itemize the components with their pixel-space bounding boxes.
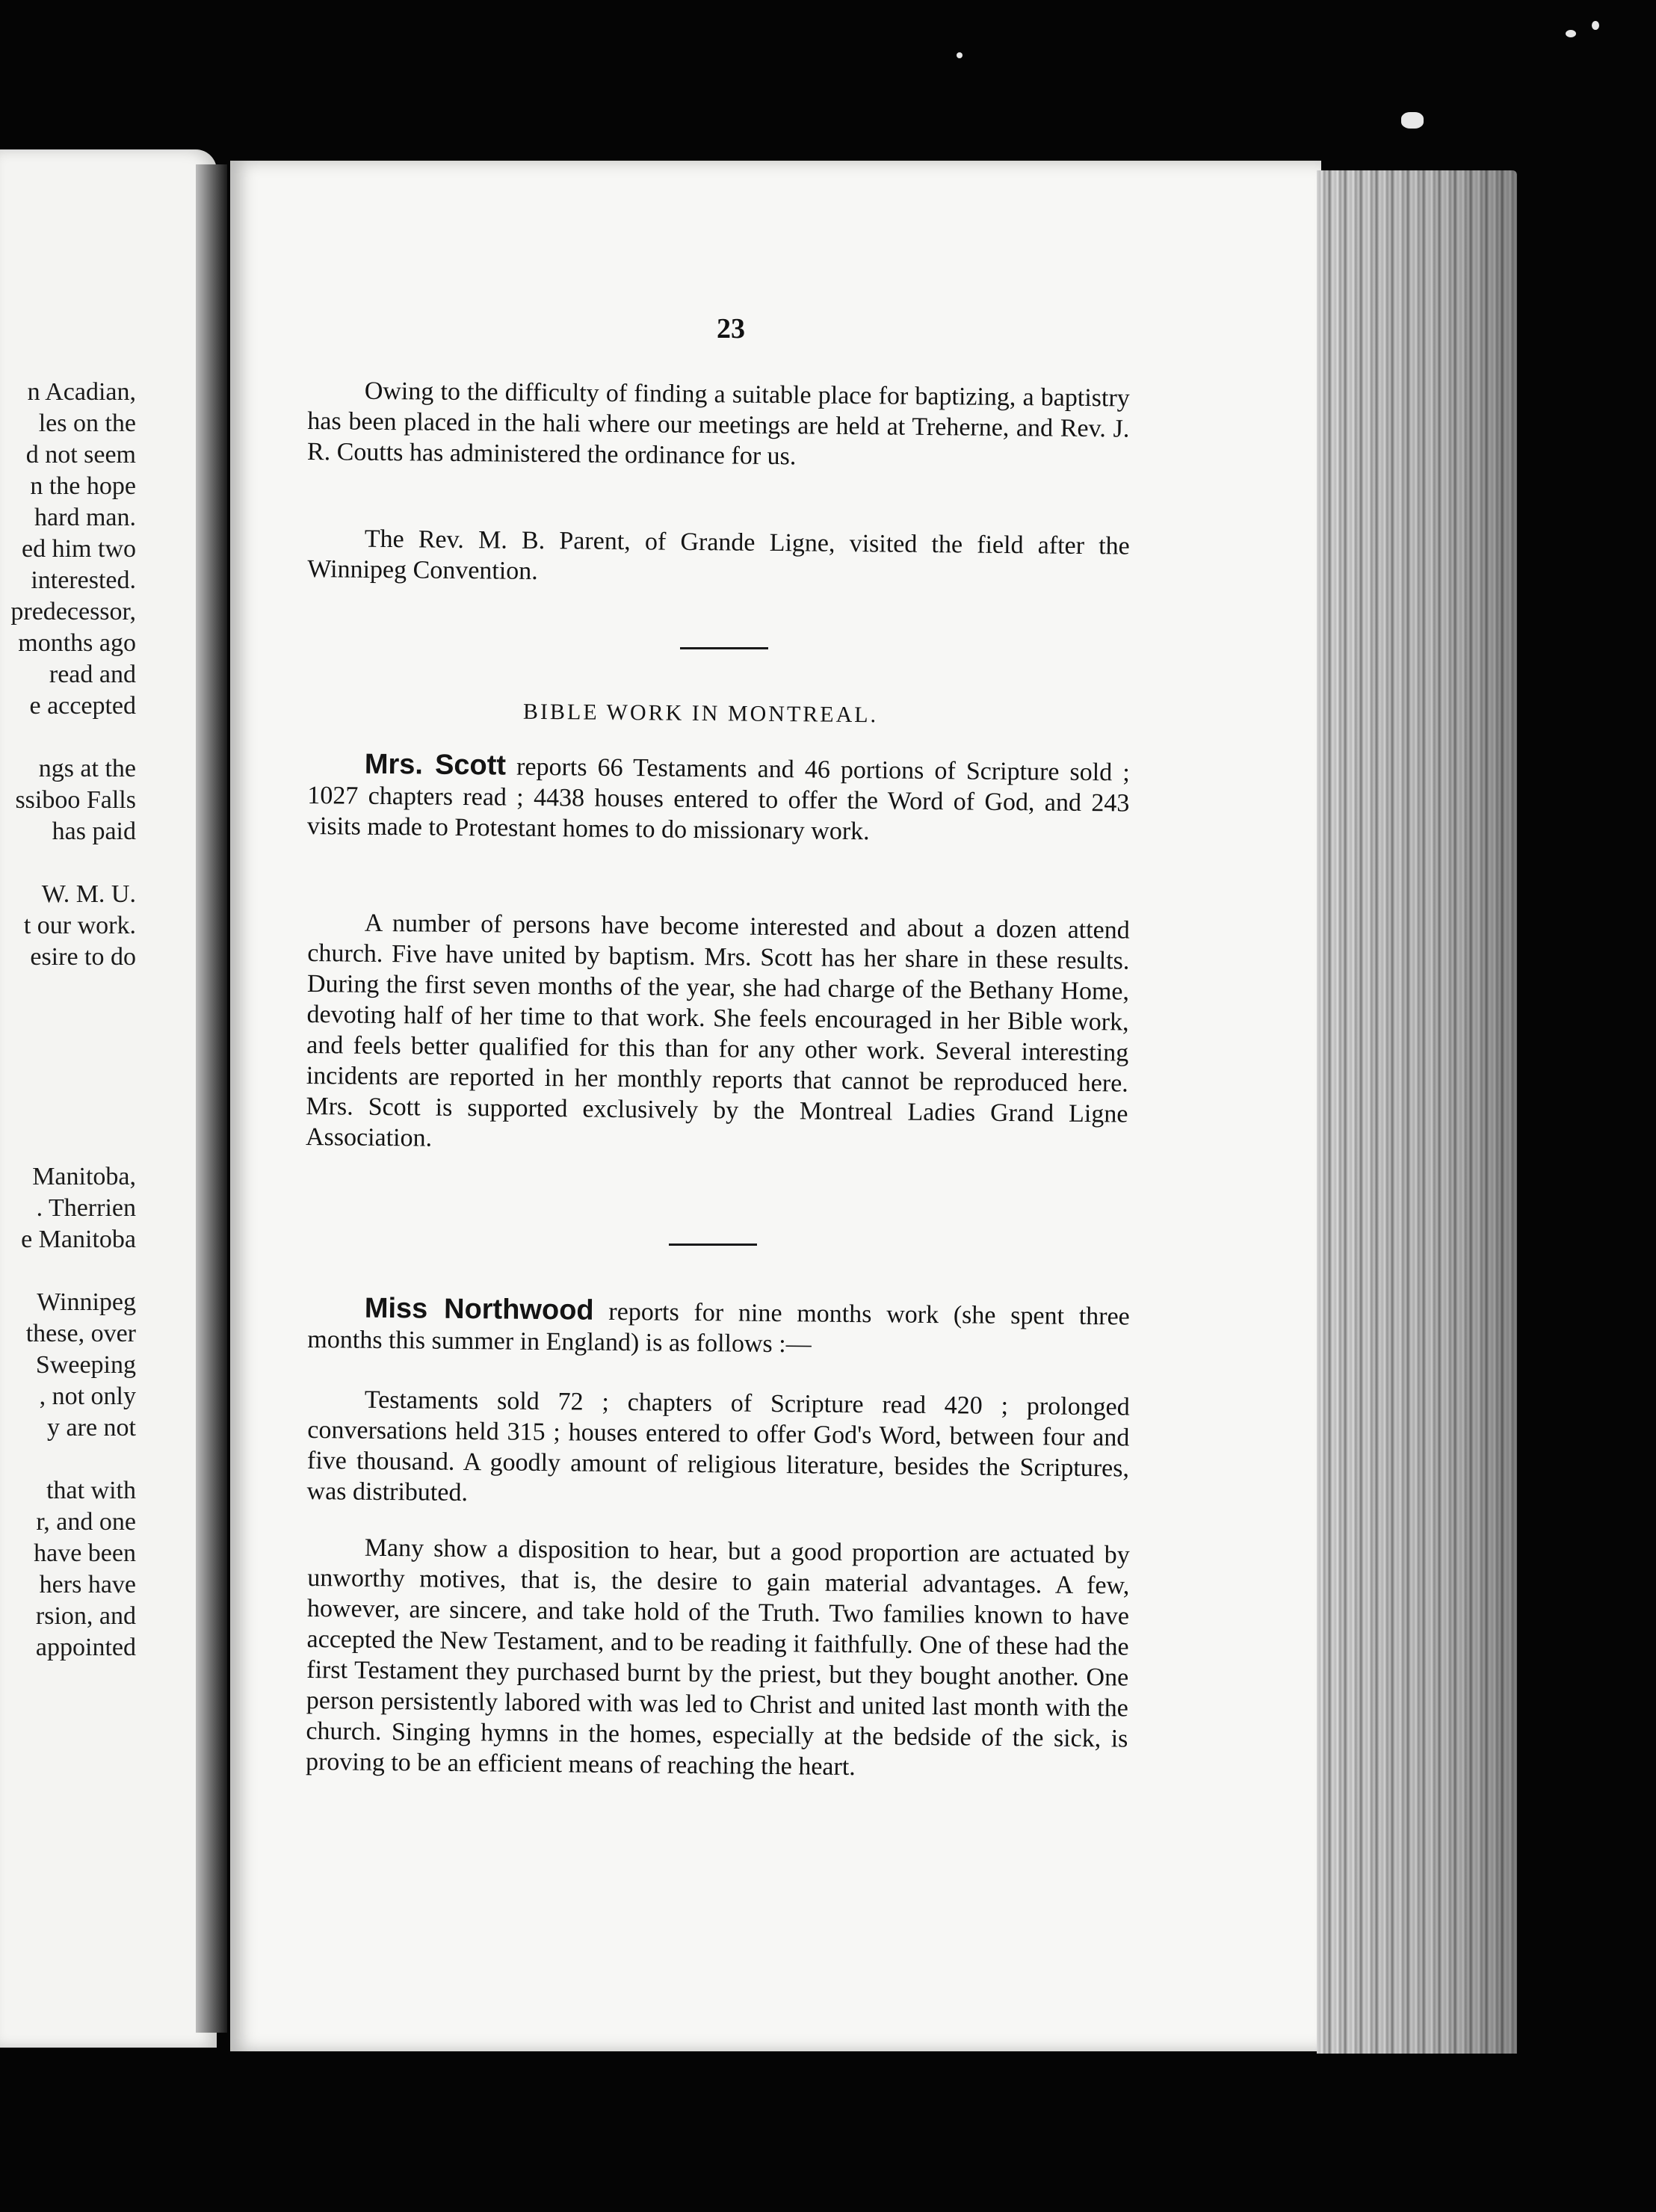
dust-speck: [1566, 30, 1576, 37]
section-divider: [669, 1244, 757, 1246]
left-page-line: Winnipeg: [37, 1288, 136, 1316]
left-page-line: Manitoba,: [32, 1163, 136, 1190]
paragraph-text: reports 66 Testaments and 46 portions of Scripture sold ; 1027 chapters read ; 4438 houses entered to offer the Word of God, and 243 visits made to Protestant homes to do missionary work.: [306, 753, 1130, 846]
left-page-line: les on the: [38, 410, 136, 437]
paragraph-text: Many show a disposition to hear, but a good proportion are actuated by unworthy motives, that is, the desire to gain material advantages. A few, however, are sincere, and take hold of the Truth. Two families known to have accepted the New Testament, and to be reading it faithfully. One of these had the first Testament they purchased burnt by the priest, but they bought another. One person persistently labored with was led to Christ and united last month with the church. Singing hymns in the homes, especially at the bedside of the sick, is proving to be an efficient means of reaching the heart.: [305, 1533, 1130, 1782]
left-page-line: read and: [49, 661, 136, 688]
left-page-line: ngs at the: [38, 755, 136, 782]
left-page-line: r, and one: [36, 1508, 136, 1536]
left-page-line: have been: [34, 1539, 136, 1567]
left-page-line: has paid: [52, 818, 136, 845]
missionary-name: Miss Northwood: [364, 1292, 594, 1326]
paragraph-text: reports for nine months work (she spent three months this summer in England) is as follows :—: [307, 1297, 1130, 1359]
paragraph-text: Owing to the difficulty of finding a suitable place for baptizing, a baptistry has been placed in the hali where our meetings are held at Treherne, and Rev. J. R. Coutts has administered the ordinance for us.: [306, 377, 1130, 471]
left-page-line: these, over: [25, 1320, 136, 1347]
dust-speck: [957, 52, 963, 58]
left-page-line: e Manitoba: [21, 1226, 136, 1253]
paragraph-northwood-stats: [306, 1384, 1130, 1515]
left-page-line: y are not: [47, 1414, 136, 1442]
section-divider: [680, 647, 768, 649]
paragraph-northwood-intro: [307, 1293, 1130, 1363]
dust-speck: [1592, 21, 1599, 30]
left-page-line: e accepted: [29, 692, 136, 720]
left-page-line: hers have: [39, 1571, 136, 1598]
dust-speck: [1401, 112, 1424, 129]
left-page-line: t our work.: [23, 912, 136, 939]
left-page-line: months ago: [18, 629, 136, 657]
left-page-line: n the hope: [30, 472, 136, 500]
page-number: 23: [717, 313, 745, 345]
paragraph-northwood-results: [306, 1532, 1130, 1785]
left-page-line: ssiboo Falls: [15, 786, 136, 814]
page-edges: [1317, 170, 1517, 2054]
paragraph-scott-results: [306, 907, 1130, 1161]
left-page-line: . Therrien: [36, 1194, 136, 1222]
left-page-line: predecessor,: [10, 598, 136, 625]
missionary-name: Mrs. Scott: [364, 748, 507, 782]
paragraph-parent-visit: [307, 523, 1130, 593]
left-page-line: esire to do: [30, 943, 136, 971]
left-page-line: that with: [46, 1477, 136, 1504]
left-page-line: , not only: [39, 1382, 136, 1410]
left-page-line: d not seem: [25, 441, 136, 469]
book-gutter: [196, 164, 227, 2033]
paragraph-text: A number of persons have become interested and about a dozen attend church. Five have united by baptism. Mrs. Scott has her share in these results. During the first seven months of the year, she had charge of the Bethany Home, devoting half of her time to that work. She feels encouraged in her Bible work, and feels better qualified for this than for any other work. Several interesting incidents are reported in her monthly reports that cannot be reproduced here. Mrs. Scott is supported exclusively by the Montreal Ladies Grand Ligne Association.: [305, 909, 1130, 1152]
left-page-line: ed him two: [22, 535, 136, 563]
paragraph-baptistry: [307, 375, 1130, 475]
left-page-line: rsion, and: [35, 1602, 136, 1630]
left-page-line: hard man.: [34, 504, 136, 531]
paragraph-text: The Rev. M. B. Parent, of Grande Ligne, visited the field after the Winnipeg Convention.: [307, 525, 1130, 585]
left-page-line: Sweeping: [35, 1351, 136, 1379]
paragraph-text: Testaments sold 72 ; chapters of Scripture read 420 ; prolonged conversations held 315 ; houses entered to offer God's Word, between four and five thousand. A goodly amount of religious literature, besides the Scriptures, was distributed.: [306, 1385, 1130, 1507]
section-heading: BIBLE WORK IN MONTREAL.: [522, 699, 879, 728]
left-page-line: W. M. U.: [41, 880, 136, 908]
left-page-line: n Acadian,: [27, 378, 136, 406]
left-page-line: appointed: [35, 1634, 136, 1661]
left-page-line: interested.: [31, 566, 136, 594]
paragraph-scott-report: [307, 749, 1130, 850]
